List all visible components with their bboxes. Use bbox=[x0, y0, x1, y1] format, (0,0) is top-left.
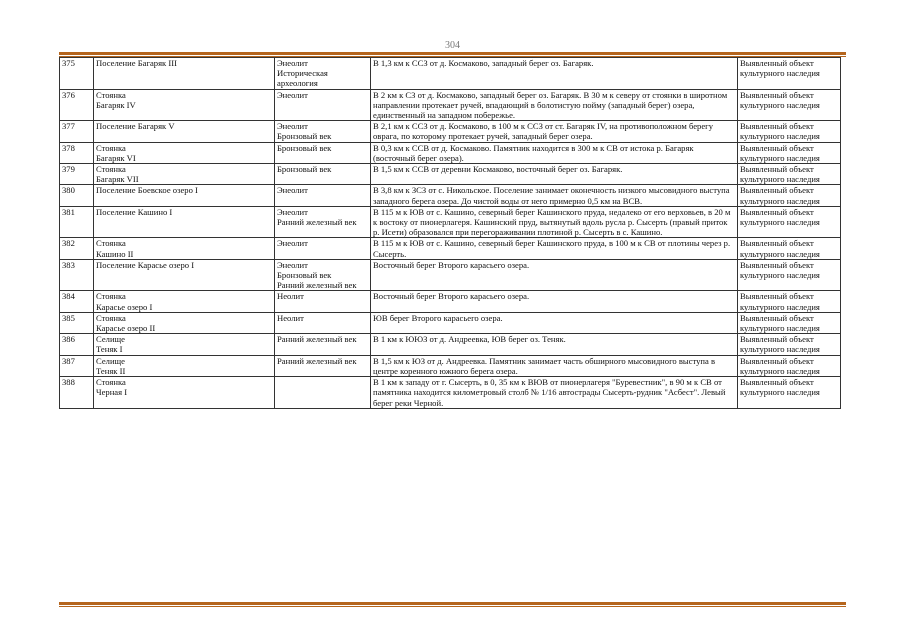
table-row bbox=[60, 238, 841, 259]
site-name: Поселение Багаряк III bbox=[94, 58, 275, 90]
row-number: 383 bbox=[60, 259, 94, 291]
site-location: Восточный берег Второго карасьего озера. bbox=[371, 259, 738, 291]
site-name: Поселение Кашино I bbox=[94, 206, 275, 238]
site-period: Энеолит Историческая археология bbox=[275, 58, 371, 90]
site-location: В 1 км к ЮЮЗ от д. Андреевка, ЮВ берег оз. Теняк. bbox=[371, 334, 738, 355]
table-row bbox=[60, 334, 841, 355]
site-status: Выявленный объект культурного наследия bbox=[738, 89, 841, 121]
site-status: Выявленный объект культурного наследия bbox=[738, 58, 841, 90]
page-number: 304 bbox=[445, 40, 460, 51]
row-number: 385 bbox=[60, 312, 94, 333]
site-location: В 2,1 км к ССЗ от д. Космаково, в 100 м к ССЗ от ст. Багаряк IV, на противоположном берегу оврага, по которому протекает ручей, западный берег озера. bbox=[371, 121, 738, 142]
site-period: Неолит bbox=[275, 312, 371, 333]
site-period: Энеолит bbox=[275, 238, 371, 259]
site-name: Поселение Багаряк V bbox=[94, 121, 275, 142]
row-number: 379 bbox=[60, 164, 94, 185]
table-row bbox=[60, 164, 841, 185]
site-name: Стоянка Карасье озеро I bbox=[94, 291, 275, 312]
site-period: Ранний железный век bbox=[275, 355, 371, 376]
site-period: Энеолит bbox=[275, 185, 371, 206]
row-number: 377 bbox=[60, 121, 94, 142]
site-period: Бронзовый век bbox=[275, 142, 371, 163]
site-location: В 3,8 км к ЗСЗ от с. Никольское. Поселение занимает оконечность низкого мысовидного выступа западного берега озера. До чистой воды от него примерно 0,5 км на ВСВ. bbox=[371, 185, 738, 206]
table-row bbox=[60, 89, 841, 121]
site-status: Выявленный объект культурного наследия bbox=[738, 121, 841, 142]
site-status: Выявленный объект культурного наследия bbox=[738, 185, 841, 206]
footer-rule bbox=[59, 602, 846, 607]
row-number: 387 bbox=[60, 355, 94, 376]
site-location: В 1,3 км к ССЗ от д. Космаково, западный берег оз. Багаряк. bbox=[371, 58, 738, 90]
site-status: Выявленный объект культурного наследия bbox=[738, 238, 841, 259]
site-period: Ранний железный век bbox=[275, 334, 371, 355]
site-period: Бронзовый век bbox=[275, 164, 371, 185]
table-row bbox=[60, 121, 841, 142]
row-number: 384 bbox=[60, 291, 94, 312]
row-number: 380 bbox=[60, 185, 94, 206]
row-number: 378 bbox=[60, 142, 94, 163]
site-status: Выявленный объект культурного наследия bbox=[738, 142, 841, 163]
site-name: Стоянка Багаряк IV bbox=[94, 89, 275, 121]
site-period: Энеолит Бронзовый век Ранний железный век bbox=[275, 259, 371, 291]
site-status: Выявленный объект культурного наследия bbox=[738, 312, 841, 333]
table-row bbox=[60, 312, 841, 333]
row-number: 381 bbox=[60, 206, 94, 238]
site-name: Стоянка Багаряк VI bbox=[94, 142, 275, 163]
site-period: Энеолит Бронзовый век bbox=[275, 121, 371, 142]
table-row bbox=[60, 185, 841, 206]
table-row bbox=[60, 58, 841, 90]
site-location: В 1 км к западу от г. Сысерть, в 0, 35 км к ВЮВ от пионерлагеря "Буревестник", в 90 м к СВ от памятника находится километровый столб № 1/16 автострады Сысерть-рудник "Асбест". Левый берег реки Черной. bbox=[371, 377, 738, 409]
site-period: Энеолит Ранний железный век bbox=[275, 206, 371, 238]
site-location: В 1,5 км к ЮЗ от д. Андреевка. Памятник занимает часть обширного мысовидного выступа в центре коренного южного берега озера. bbox=[371, 355, 738, 376]
site-name: Стоянка Кашино II bbox=[94, 238, 275, 259]
site-status: Выявленный объект культурного наследия bbox=[738, 355, 841, 376]
table-body bbox=[60, 58, 841, 409]
heritage-table bbox=[59, 57, 841, 409]
site-name: Стоянка Карасье озеро II bbox=[94, 312, 275, 333]
site-location: Восточный берег Второго карасьего озера. bbox=[371, 291, 738, 312]
table-row bbox=[60, 259, 841, 291]
site-name: Поселение Карасье озеро I bbox=[94, 259, 275, 291]
site-status: Выявленный объект культурного наследия bbox=[738, 164, 841, 185]
site-period bbox=[275, 377, 371, 409]
row-number: 386 bbox=[60, 334, 94, 355]
site-location: В 2 км к СЗ от д. Космаково, западный берег оз. Багаряк. В 30 м к северу от стоянки в широтном направлении протекает ручей, впадающий в болотистую пойму (западный берег) озера, единственный на западном побережье. bbox=[371, 89, 738, 121]
site-name: Поселение Боевское озеро I bbox=[94, 185, 275, 206]
site-status: Выявленный объект культурного наследия bbox=[738, 334, 841, 355]
site-location: ЮВ берег Второго карасьего озера. bbox=[371, 312, 738, 333]
row-number: 375 bbox=[60, 58, 94, 90]
site-name: Стоянка Багаряк VII bbox=[94, 164, 275, 185]
site-name: Стоянка Черная I bbox=[94, 377, 275, 409]
site-period: Энеолит bbox=[275, 89, 371, 121]
site-location: В 0,3 км к ССВ от д. Космаково. Памятник находится в 300 м к СВ от истока р. Багаряк (восточный берег озера). bbox=[371, 142, 738, 163]
row-number: 382 bbox=[60, 238, 94, 259]
site-location: В 115 м к ЮВ от с. Кашино, северный берег Кашинского пруда, недалеко от его верховьев, в 20 м к востоку от пионерлагеря. Кашинский пруд, вытянутый вдоль русла р. Сысерть (правый приток р. Исети) образовался при перегораживании плотиной р. Сысерть в с. Кашино. bbox=[371, 206, 738, 238]
site-status: Выявленный объект культурного наследия bbox=[738, 259, 841, 291]
site-name: Селище Теняк II bbox=[94, 355, 275, 376]
site-location: В 115 м к ЮВ от с. Кашино, северный берег Кашинского пруда, в 100 м к СВ от плотины через р. Сысерть. bbox=[371, 238, 738, 259]
table-row bbox=[60, 355, 841, 376]
row-number: 376 bbox=[60, 89, 94, 121]
table-row bbox=[60, 377, 841, 409]
table-row bbox=[60, 291, 841, 312]
site-name: Селище Теняк I bbox=[94, 334, 275, 355]
table-row bbox=[60, 206, 841, 238]
site-status: Выявленный объект культурного наследия bbox=[738, 206, 841, 238]
site-status: Выявленный объект культурного наследия bbox=[738, 291, 841, 312]
site-location: В 1,5 км к ССВ от деревни Космаково, восточный берег оз. Багаряк. bbox=[371, 164, 738, 185]
site-period: Неолит bbox=[275, 291, 371, 312]
table-row bbox=[60, 142, 841, 163]
site-status: Выявленный объект культурного наследия bbox=[738, 377, 841, 409]
row-number: 388 bbox=[60, 377, 94, 409]
